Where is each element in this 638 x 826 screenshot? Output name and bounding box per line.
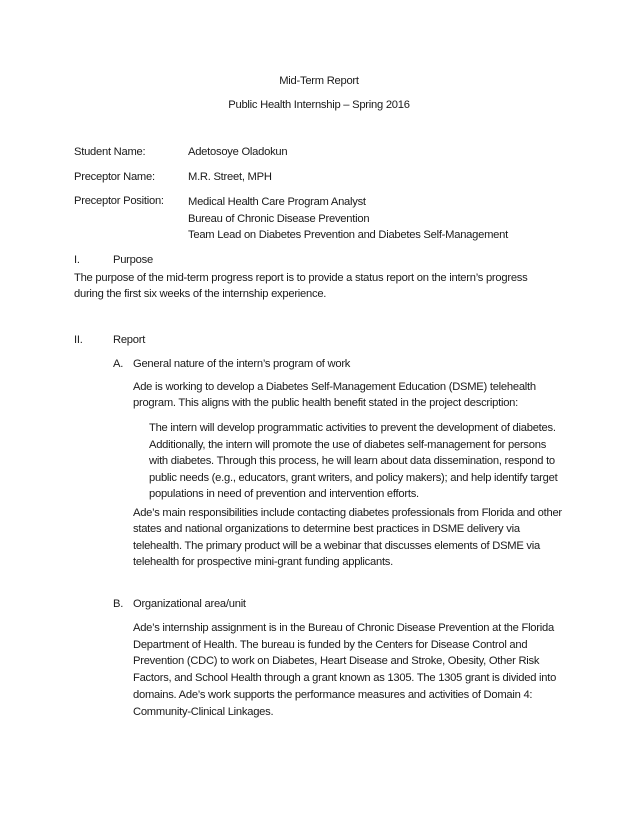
subsection-b-heading: Organizational area/unit <box>133 598 246 610</box>
student-name-value: Adetosoye Oladokun <box>188 146 288 158</box>
body-line: Factors, and School Health through a grant known as 1305. The 1305 grant is divided into <box>133 672 557 685</box>
report-subtitle: Public Health Internship – Spring 2016 <box>228 99 410 111</box>
preceptor-position-value <box>188 194 508 244</box>
subsection-b-letter: B. <box>113 598 124 610</box>
subsection-a-heading: General nature of the intern’s program of work <box>133 358 351 370</box>
body-line: Department of Health. The bureau is funded by the Centers for Disease Control and <box>133 638 528 651</box>
quote-line: Additionally, the intern will promote the use of diabetes self-management for persons <box>149 438 547 451</box>
body-line: domains. Ade’s work supports the performance measures and activities of Domain 4: <box>133 688 533 701</box>
preceptor-position-label: Preceptor Position: <box>74 195 164 207</box>
subsection-a-paragraph-2 <box>133 505 562 570</box>
project-description-quote <box>149 420 557 503</box>
body-line: Ade’s internship assignment is in the Bureau of Chronic Disease Prevention at the Florida <box>133 622 554 634</box>
body-line: Ade is working to develop a Diabetes Self-Management Education (DSME) telehealth <box>133 381 536 393</box>
body-line: telehealth. The primary product will be a webinar that discusses elements of DSME via <box>133 539 540 552</box>
section-1-body <box>74 270 527 302</box>
section-1-number: I. <box>74 254 80 266</box>
body-line: program. This aligns with the public health benefit stated in the project description: <box>133 396 519 409</box>
preceptor-name-value: M.R. Street, MPH <box>188 171 272 183</box>
body-line: during the first six weeks of the internship experience. <box>74 288 327 300</box>
body-line: Prevention (CDC) to work on Diabetes, Heart Disease and Stroke, Obesity, Other Risk <box>133 655 540 668</box>
subsection-a-letter: A. <box>113 358 124 370</box>
quote-line: populations in need of prevention and intervention efforts. <box>149 488 419 500</box>
position-line: Medical Health Care Program Analyst <box>188 196 366 208</box>
body-line: Community-Clinical Linkages. <box>133 705 274 718</box>
body-line: Ade’s main responsibilities include contacting diabetes professionals from Florida and other <box>133 507 562 519</box>
section-2-number: II. <box>74 334 83 346</box>
quote-line: with diabetes. Through this process, he will learn about data dissemination, respond to <box>149 455 555 467</box>
preceptor-name-label: Preceptor Name: <box>74 171 155 183</box>
subsection-a-paragraph-1 <box>133 380 536 411</box>
body-line: telehealth for prospective mini-grant funding applicants. <box>133 555 394 568</box>
section-1-heading: Purpose <box>113 254 153 266</box>
subsection-b-paragraph <box>133 620 556 720</box>
body-line: states and national organizations to determine best practices in DSME delivery via <box>133 523 520 536</box>
quote-line: The intern will develop programmatic activities to prevent the development of diabetes. <box>149 422 556 434</box>
body-line: The purpose of the mid-term progress report is to provide a status report on the intern’s progress <box>74 272 528 284</box>
report-title: Mid-Term Report <box>279 75 359 87</box>
quote-line: public needs (e.g., educators, grant writers, and policy makers); and help identify target <box>149 471 558 484</box>
student-name-label: Student Name: <box>74 146 146 158</box>
position-line: Bureau of Chronic Disease Prevention <box>188 212 370 225</box>
position-line: Team Lead on Diabetes Prevention and Diabetes Self-Management <box>188 229 508 241</box>
section-2-heading: Report <box>113 334 146 346</box>
